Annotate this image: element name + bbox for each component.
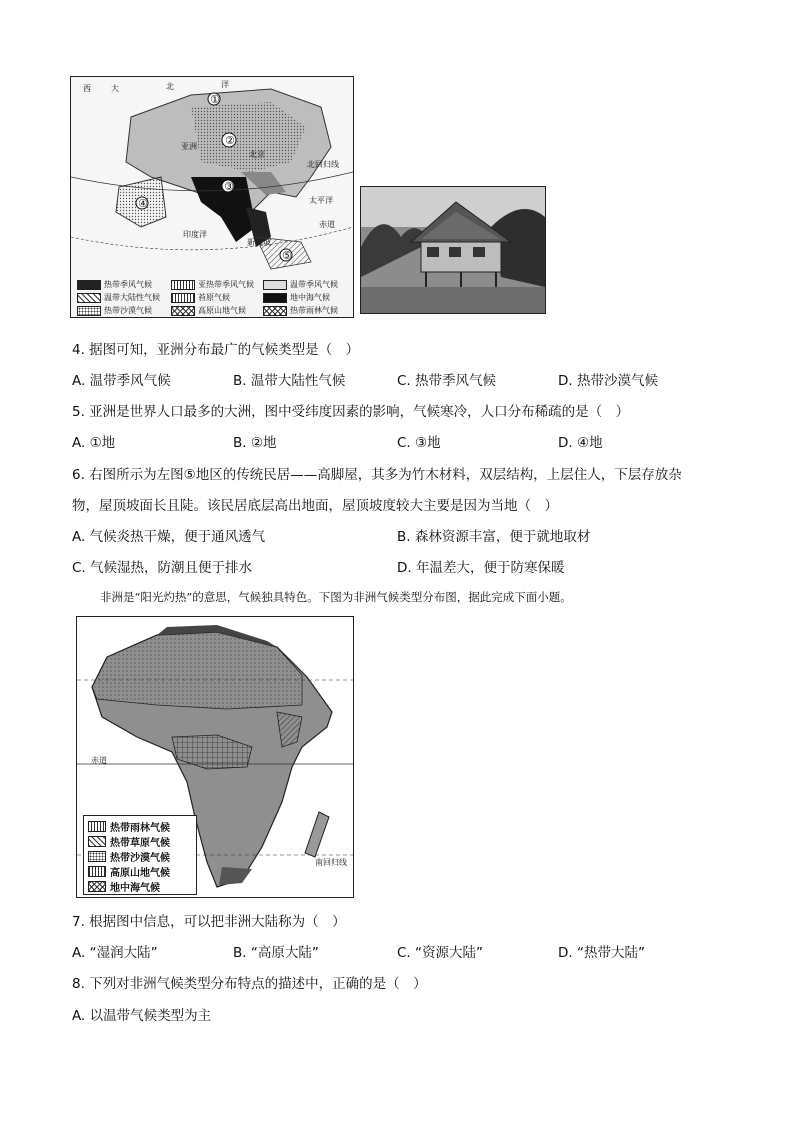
- label-ocean: 洋: [221, 80, 229, 89]
- label-south-tropic: 南回归线: [315, 858, 347, 867]
- legend-item: 高原山地气候: [171, 305, 246, 316]
- q5-option-d: D. ④地: [558, 435, 603, 451]
- q8-option-a: A. 以温带气候类型为主: [72, 1008, 212, 1024]
- q7-option-b: B. “高原大陆”: [233, 945, 319, 961]
- label-north: 北: [166, 82, 174, 91]
- q4-option-c: C. 热带季风气候: [397, 373, 497, 389]
- marker-1: ①: [210, 93, 220, 106]
- legend-item: 高原山地气候: [88, 864, 170, 879]
- africa-climate-map: [76, 616, 354, 898]
- africa-legend: [83, 815, 197, 895]
- marker-2: ②: [225, 134, 235, 147]
- question-5: 5. 亚洲是世界人口最多的大洲，图中受纬度因素的影响，气候寒冷，人口分布稀疏的是（ ）: [72, 404, 630, 420]
- q6-option-b: B. 森林资源丰富，便于就地取材: [397, 529, 591, 545]
- legend-item: 热带沙漠气候: [77, 305, 152, 316]
- legend-item: 热带草原气候: [88, 834, 170, 849]
- question-7: 7. 根据图中信息，可以把非洲大陆称为（ ）: [72, 914, 346, 930]
- q6-option-a: A. 气候炎热干燥，便于通风透气: [72, 529, 266, 545]
- q5-option-a: A. ①地: [72, 435, 116, 451]
- legend-item: 温带大陆性气候: [77, 292, 160, 303]
- marker-4: ④: [138, 197, 148, 210]
- legend-item: 热带雨林气候: [263, 305, 338, 316]
- question-4: 4. 据图可知，亚洲分布最广的气候类型是（ ）: [72, 342, 360, 358]
- q6-option-d: D. 年温差大，便于防寒保暖: [397, 560, 565, 576]
- label-pacific: 太平洋: [309, 196, 333, 205]
- marker-3: ③: [224, 180, 234, 193]
- q7-option-a: A. “湿润大陆”: [72, 945, 158, 961]
- legend-item: 热带季风气候: [77, 279, 152, 290]
- q4-option-b: B. 温带大陆性气候: [233, 373, 346, 389]
- label-equator: 赤道: [91, 756, 107, 765]
- asia-climate-map: [70, 76, 354, 318]
- legend-item: 亚热带季风气候: [171, 279, 254, 290]
- q5-option-b: B. ②地: [233, 435, 277, 451]
- legend-item: 热带沙漠气候: [88, 849, 170, 864]
- label-tropic: 北回归线: [307, 160, 339, 169]
- label-beijing: 北京: [249, 150, 265, 159]
- stilt-house-photo: [360, 186, 546, 314]
- legend-item: 苔原气候: [171, 292, 230, 303]
- asia-map-graphic: [71, 77, 353, 282]
- question-6-line1: 6. 右图所示为左图⑤地区的传统民居——高脚屋，其多为竹木材料，双层结构，上层住人，下层存放杂: [72, 467, 682, 483]
- q4-option-d: D. 热带沙漠气候: [558, 373, 658, 389]
- label-big: 大: [111, 84, 119, 93]
- marker-5: ⑤: [282, 249, 292, 262]
- label-asia: 亚洲: [181, 142, 197, 151]
- question-6-line2: 物，屋顶坡面长且陡。该民居底层高出地面，屋顶坡度较大主要是因为当地（ ）: [72, 498, 558, 514]
- question-8: 8. 下列对非洲气候类型分布特点的描述中，正确的是（ ）: [72, 976, 427, 992]
- legend-item: 地中海气候: [263, 292, 330, 303]
- label-singapore: 新加坡: [247, 238, 271, 247]
- legend-item: 热带雨林气候: [88, 819, 170, 834]
- label-west: 西: [83, 84, 91, 93]
- legend-item: 地中海气候: [88, 879, 160, 894]
- q4-option-a: A. 温带季风气候: [72, 373, 171, 389]
- label-indian-ocean: 印度洋: [183, 230, 207, 239]
- q5-option-c: C. ③地: [397, 435, 441, 451]
- q7-option-d: D. “热带大陆”: [558, 945, 645, 961]
- q7-option-c: C. “资源大陆”: [397, 945, 483, 961]
- africa-intro: 非洲是“阳光灼热”的意思，气候独具特色。下图为非洲气候类型分布图，据此完成下面小题。: [100, 590, 572, 604]
- label-equator: 赤道: [319, 220, 335, 229]
- q6-option-c: C. 气候湿热，防潮且便于排水: [72, 560, 253, 576]
- legend-item: 温带季风气候: [263, 279, 338, 290]
- stilt-house-illustration: [361, 187, 545, 313]
